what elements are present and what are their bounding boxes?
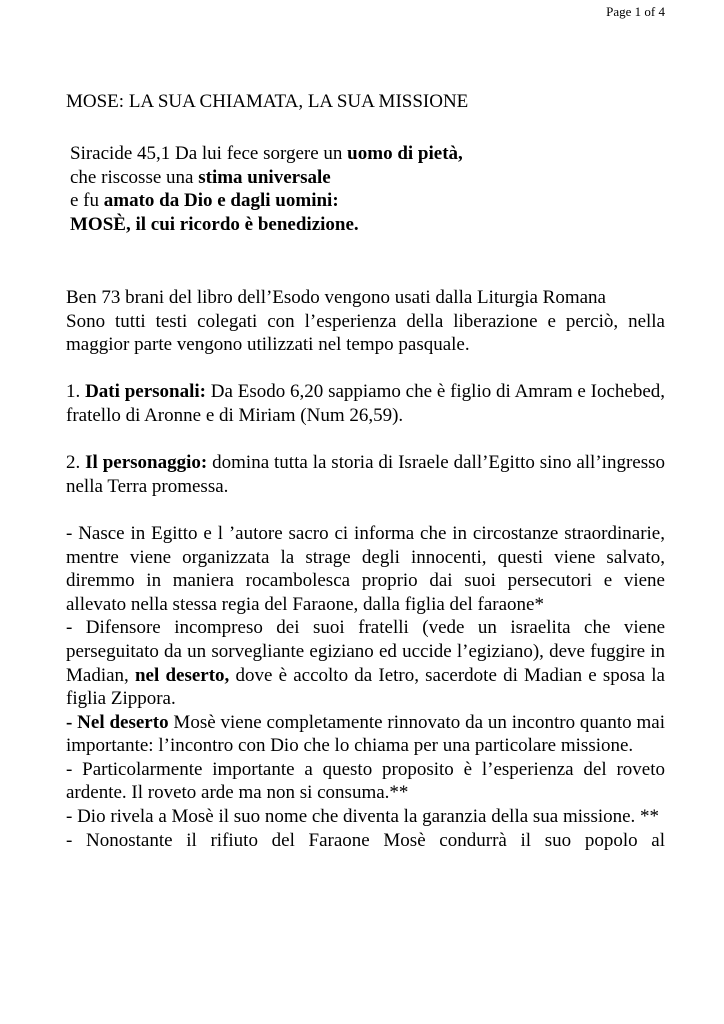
section-text: domina tutta la storia di Israele dall’Egitto sino all’ingresso nella Terra promessa. bbox=[66, 452, 665, 497]
document-title: MOSE: LA SUA CHIAMATA, LA SUA MISSIONE bbox=[66, 91, 469, 112]
section-heading: Il personaggio: bbox=[85, 452, 208, 474]
epigraph-line-3 bbox=[70, 189, 463, 213]
bullet-paragraph: - Dio rivela a Mosè il suo nome che diventa la garanzia della sua missione. ** bbox=[66, 806, 660, 828]
intro-paragraph: Sono tutti testi colegati con l’esperienza della liberazione e perciò, nella maggior parte vengono utilizzati nel tempo pasquale. bbox=[66, 310, 665, 356]
epigraph-bold: stima universale bbox=[198, 166, 331, 188]
epigraph-text: che riscosse una bbox=[70, 166, 199, 188]
epigraph-text: Siracide 45,1 Da lui fece sorgere un bbox=[70, 143, 348, 164]
epigraph-bold: uomo di pietà, bbox=[347, 143, 463, 164]
bullet-paragraph: - Nasce in Egitto e l ’autore sacro ci informa che in circostanze straordinarie, mentre viene organizzata la strage degli innocenti, questi viene salvato, diremmo in maniera rocambolesca proprio dai suoi persecutori e viene allevato nella stessa regia del Faraone, dalla figlia del faraone* bbox=[66, 522, 665, 615]
bullet-bold: - Nel deserto bbox=[66, 711, 169, 733]
bullet-paragraph: - Nonostante il rifiuto del Faraone Mosè condurrà il suo popolo al bbox=[66, 829, 665, 851]
bullet-bold: nel deserto, bbox=[134, 664, 230, 686]
document-body bbox=[66, 286, 665, 852]
bullet-paragraph: - Particolarmente importante a questo proposito è l’esperienza del roveto ardente. Il roveto arde ma non si consuma.** bbox=[66, 758, 665, 804]
section-character bbox=[66, 451, 665, 498]
epigraph-quote bbox=[70, 142, 463, 236]
section-personal-data bbox=[66, 380, 665, 427]
bullet-text: Mosè viene completamente rinnovato da un incontro quanto mai importante: l’incontro con Dio che lo chiama per una particolare missione. bbox=[66, 711, 665, 757]
epigraph-text: e fu bbox=[70, 190, 104, 211]
epigraph-line-4 bbox=[70, 213, 463, 237]
epigraph-bold: amato da Dio e dagli uomini: bbox=[103, 190, 339, 211]
intro-paragraph: Ben 73 brani del libro dell’Esodo vengono usati dalla Liturgia Romana bbox=[66, 287, 606, 308]
bullet-paragraph bbox=[66, 616, 665, 710]
epigraph-line-2 bbox=[70, 166, 463, 190]
page-number: Page 1 of 4 bbox=[606, 4, 665, 19]
bullet-text: - Difensore incompreso dei suoi fratelli (vede un israelita che viene perseguitato da un sorvegliante egiziano ed uccide l’egiziano), deve fuggire in Madian, bbox=[66, 617, 665, 686]
section-number: 2. bbox=[66, 452, 86, 474]
section-number: 1. bbox=[66, 381, 86, 403]
bullet-paragraph bbox=[66, 711, 665, 758]
bullet-text: dove è accolto da Ietro, sacerdote di Madian e sposa la figlia Zippora. bbox=[66, 664, 665, 710]
section-heading: Dati personali: bbox=[85, 381, 206, 403]
section-text: Da Esodo 6,20 sappiamo che è figlio di Amram e Iochebed, fratello di Aronne e di Miriam (Num 26,59). bbox=[66, 381, 666, 426]
epigraph-bold: MOSÈ, il cui ricordo è benedizione. bbox=[70, 213, 359, 235]
epigraph-line-1 bbox=[70, 142, 463, 166]
